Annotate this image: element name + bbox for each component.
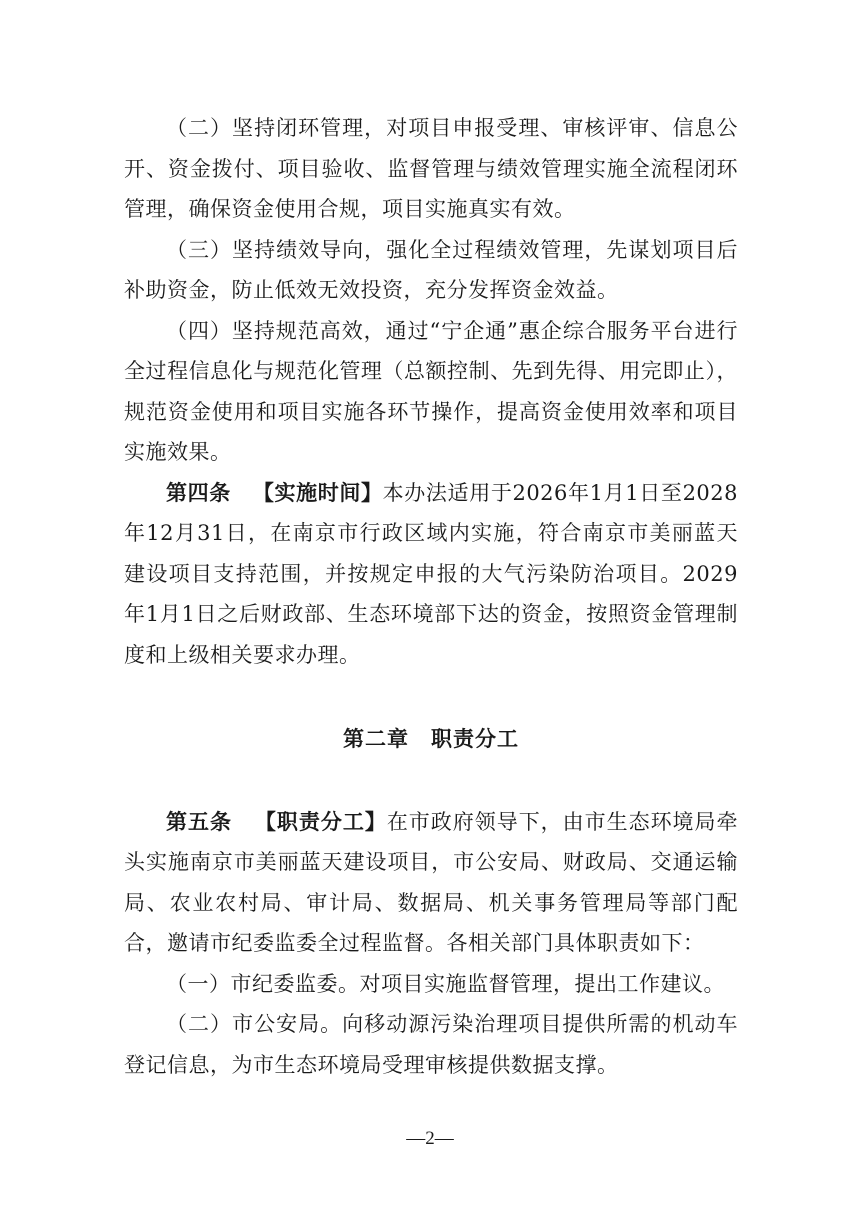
article-4-text: 本办法适用于2026年1月1日至2028年12月31日，在南京市行政区域内实施，符合南京市美丽蓝天建设项目支持范围，并按规定申报的大气污染防治项目。2029年1月1日之后财政部、生态环境部下达的资金，按照资金管理制度和上级相关要求办理。 [124, 480, 739, 667]
paragraph-principle-4: （四）坚持规范高效，通过“宁企通”惠企综合服务平台进行全过程信息化与规范化管理（总额控制、先到先得、用完即止），规范资金使用和项目实施各环节操作，提高资金使用效率和项目实施效果。 [124, 318, 738, 464]
article-5-label: 第五条 [166, 809, 232, 834]
page-number: —2— [406, 1128, 454, 1149]
paragraph-principle-2: （二）坚持闭环管理，对项目申报受理、审核评审、信息公开、资金拨付、项目验收、监督管理与绩效管理实施全流程闭环管理，确保资金使用合规，项目实施真实有效。 [124, 116, 738, 221]
article-4-title: 【实施时间】 [252, 480, 383, 505]
paragraph-duty-2: （二）市公安局。向移动源污染治理项目提供所需的机动车登记信息，为市生态环境局受理审核提供数据支撑。 [124, 1012, 738, 1077]
paragraph-duty-1: （一）市纪委监委。对项目实施监督管理，提出工作建议。 [166, 971, 725, 996]
article-4 [124, 473, 738, 676]
chapter-heading: 第二章 职责分工 [343, 727, 519, 751]
article-5-text: 在市政府领导下，由市生态环境局牵头实施南京市美丽蓝天建设项目，市公安局、财政局、交通运输局、农业农村局、审计局、数据局、机关事务管理局等部门配合，邀请市纪委监委全过程监督。各相关部门具体职责如下： [124, 809, 739, 955]
paragraph-principle-3: （三）坚持绩效导向，强化全过程绩效管理，先谋划项目后补助资金，防止低效无效投资，充分发挥资金效益。 [124, 237, 738, 302]
document-body [124, 108, 738, 1085]
article-5-title: 【职责分工】 [254, 809, 387, 834]
article-5 [124, 802, 738, 964]
article-4-label: 第四条 [166, 480, 231, 505]
